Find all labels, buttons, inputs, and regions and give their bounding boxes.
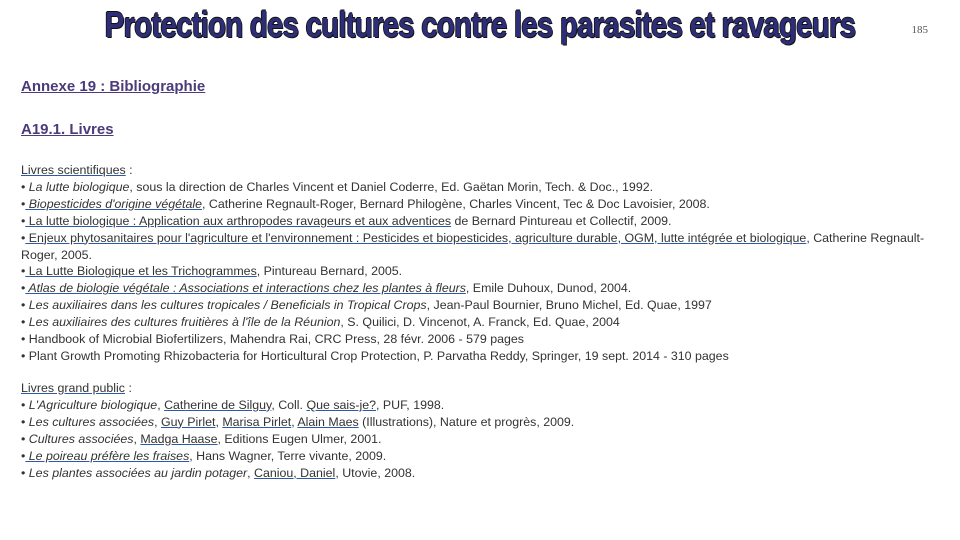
section-heading: Annexe 19 : Bibliographie	[21, 78, 206, 95]
book-title-link[interactable]: Le poireau préfère les fraises	[25, 448, 190, 463]
list-item: • L'Agriculture biologique, Catherine de Silguy, Coll. Que sais-je?, PUF, 1998.	[21, 397, 445, 412]
scientific-books-label-line: Livres scientifiques :	[21, 163, 133, 177]
scientific-books-block	[21, 162, 946, 365]
list-item: • La Lutte Biologique et les Trichogrammes, Pintureau Bernard, 2005.	[21, 264, 403, 279]
book-title: La lutte biologique	[28, 179, 130, 194]
list-item: • Les plantes associées au jardin potager, Caniou, Daniel, Utovie, 2008.	[21, 465, 416, 480]
book-title-link[interactable]: Enjeux phytosanitaires pour l'agriculture et l'environnement : Pesticides et biopesticides, agriculture durable, OGM, lutte intégrée et biologique	[25, 230, 807, 245]
list-item: • Plant Growth Promoting Rhizobacteria for Horticultural Crop Protection, P. Parvatha Reddy, Springer, 19 sept. 2014 - 310 pages	[21, 348, 729, 363]
author-link[interactable]: Caniou, Daniel	[254, 465, 336, 480]
author-link[interactable]: Catherine de Silguy	[164, 397, 272, 412]
list-item: • Le poireau préfère les fraises, Hans Wagner, Terre vivante, 2009.	[21, 448, 387, 463]
subsection-heading: A19.1. Livres	[21, 121, 114, 138]
list-item: • Biopesticides d'origine végétale, Catherine Regnault-Roger, Bernard Philogène, Charles Vincent, Tec & Doc Lavoisier, 2008.	[21, 196, 710, 211]
list-item: • La lutte biologique, sous la direction de Charles Vincent et Daniel Coderre, Ed. Gaëtan Morin, Tech. & Doc., 1992.	[21, 179, 654, 194]
book-title-link[interactable]: La lutte biologique : Application aux arthropodes ravageurs et aux adventices	[25, 213, 452, 228]
list-item: • Les auxiliaires des cultures fruitières à l'île de la Réunion, S. Quilici, D. Vincenot, A. Franck, Ed. Quae, 2004	[21, 315, 620, 330]
author-link[interactable]: Guy Pirlet	[161, 414, 216, 429]
popular-books-label-line: Livres grand public :	[21, 381, 132, 395]
list-item: • Handbook of Microbial Biofertilizers, Mahendra Rai, CRC Press, 28 févr. 2006 - 579 pages	[21, 332, 524, 347]
author-link[interactable]: Alain Maes	[297, 414, 359, 429]
list-item: • Atlas de biologie végétale : Associations et interactions chez les plantes à fleurs, Emile Duhoux, Dunod, 2004.	[21, 281, 632, 296]
list-item: • Cultures associées, Madga Haase, Editions Eugen Ulmer, 2001.	[21, 431, 382, 446]
book-title-link[interactable]: Biopesticides d'origine végétale	[25, 196, 202, 211]
book-title: L'Agriculture biologique	[28, 397, 158, 412]
scientific-books-link[interactable]: Livres scientifiques	[21, 163, 126, 177]
book-title: Les auxiliaires dans les cultures tropicales / Beneficials in Tropical Crops	[28, 298, 427, 313]
book-title: Les auxiliaires des cultures fruitières à l'île de la Réunion	[28, 315, 341, 330]
book-title-link[interactable]: Atlas de biologie végétale : Associations et interactions chez les plantes à fleurs	[25, 281, 466, 296]
list-item: • Les cultures associées, Guy Pirlet, Marisa Pirlet, Alain Maes (Illustrations), Nature et progrès, 2009.	[21, 414, 575, 429]
list-item: • Enjeux phytosanitaires pour l'agriculture et l'environnement : Pesticides et biopesticides, agriculture durable, OGM, lutte intégrée et biologique, Catherine Regnault-Roger, 2005.	[21, 230, 925, 262]
collection-link[interactable]: Que sais-je?	[306, 397, 377, 412]
book-title-link[interactable]: La Lutte Biologique et les Trichogrammes	[25, 264, 257, 279]
book-title: Cultures associées	[28, 431, 134, 446]
list-item: • Les auxiliaires dans les cultures tropicales / Beneficials in Tropical Crops, Jean-Paul Bournier, Bruno Michel, Ed. Quae, 1997	[21, 298, 712, 313]
list-item: • La lutte biologique : Application aux arthropodes ravageurs et aux adventices de Bernard Pintureau et Collectif, 2009.	[21, 213, 672, 228]
page-title: Protection des cultures contre les parasites et ravageurs	[104, 4, 856, 45]
author-link[interactable]: Marisa Pirlet	[222, 414, 292, 429]
book-title: Les plantes associées au jardin potager	[28, 465, 248, 480]
popular-books-link[interactable]: Livres grand public	[21, 381, 126, 395]
popular-books-block	[21, 380, 946, 481]
author-link[interactable]: Madga Haase	[140, 431, 218, 446]
book-title: Les cultures associées	[28, 414, 155, 429]
page-number: 185	[911, 24, 928, 36]
